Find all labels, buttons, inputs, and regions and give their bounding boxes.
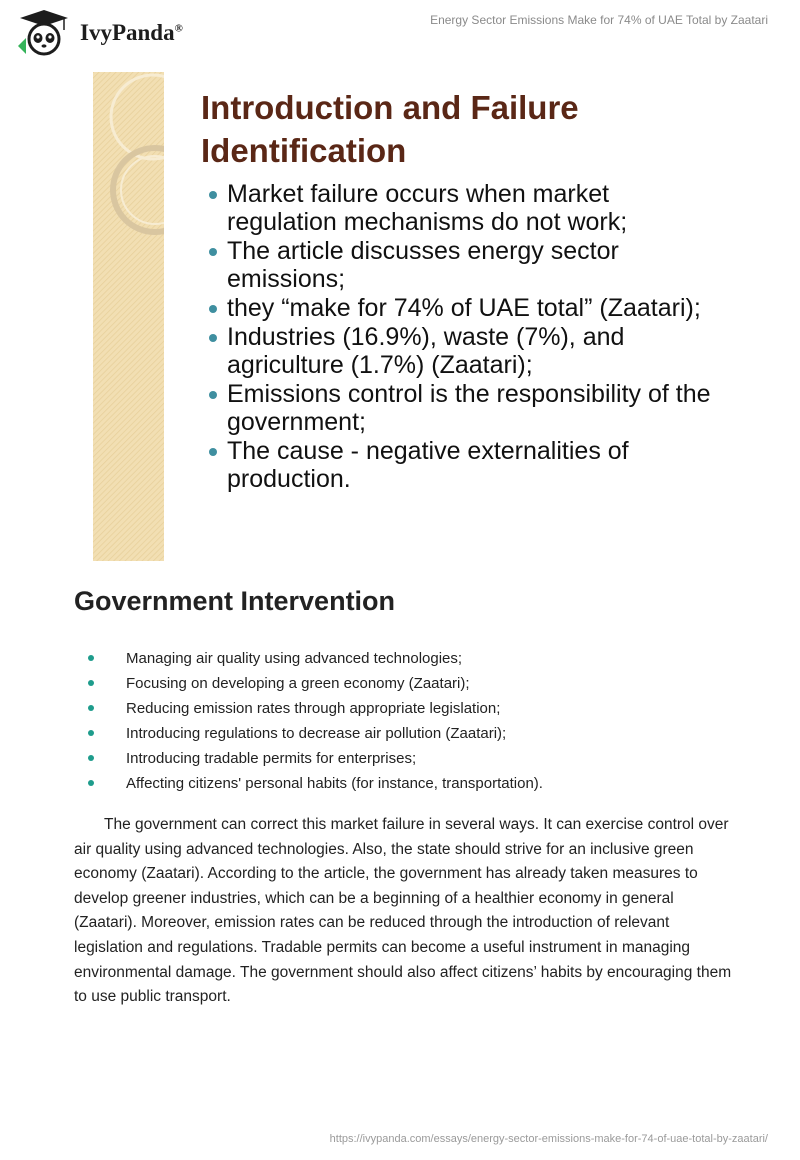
list-item-text: Introducing regulations to decrease air pollution (Zaatari);: [126, 725, 507, 742]
document-title: Energy Sector Emissions Make for 74% of UAE Total by Zaatari: [430, 13, 768, 27]
slide-image: [93, 72, 723, 561]
slide-bullet: [207, 237, 717, 293]
slide-bullet-text: Market failure occurs when market regulation mechanisms do not work;: [227, 180, 628, 236]
ivypanda-logo-icon[interactable]: [14, 8, 74, 58]
registered-mark: ®: [174, 22, 183, 35]
section-heading: Government Intervention: [74, 586, 396, 616]
bullet-dot-icon: [88, 655, 94, 661]
footer-url-link[interactable]: https://ivypanda.com/essays/energy-sector-emissions-make-for-74-of-uae-total-by-zaatari/: [329, 1133, 768, 1145]
bullet-dot-icon: [88, 730, 94, 736]
slide-bullet-list: [207, 180, 717, 494]
list-item: [74, 696, 754, 721]
bullet-dot-icon: [209, 391, 217, 399]
bullet-dot-icon: [88, 780, 94, 786]
bullet-dot-icon: [209, 448, 217, 456]
list-item: [74, 771, 754, 796]
brand-name[interactable]: [80, 20, 183, 46]
intervention-list: [74, 646, 754, 796]
bullet-dot-icon: [88, 705, 94, 711]
slide-bullet: [207, 323, 717, 379]
slide-bullet-text: Industries (16.9%), waste (7%), and agriculture (1.7%) (Zaatari);: [227, 323, 625, 379]
brand-name-text: IvyPanda: [80, 20, 175, 45]
bullet-dot-icon: [88, 680, 94, 686]
list-item-text: Affecting citizens' personal habits (for instance, transportation).: [126, 775, 543, 792]
slide-decorative-stripe: [93, 72, 164, 561]
slide-bullet-text: Emissions control is the responsibility of the government;: [227, 380, 711, 436]
body-paragraph: The government can correct this market failure in several ways. It can exercise control over air quality using advanced technologies. Also, the state should strive for an inclusive green economy (Zaatari). According to the article, the government has already taken measures to develop greener industries, which can be a beginning of a healthier economy in general (Zaatari). Moreover, emission rates can be reduced through the introduction of relevant legislation and regulations. Tradable permits can become a useful instrument in managing environmental damage. The government should also affect citizens’ habits by encouraging them to use public transport.: [74, 816, 732, 1006]
list-item: [74, 721, 754, 746]
slide-bullet-text: they “make for 74% of UAE total” (Zaatari);: [227, 294, 701, 322]
slide-bullet-text: The article discusses energy sector emissions;: [227, 237, 619, 293]
slide-bullet: [207, 380, 717, 436]
bullet-dot-icon: [209, 334, 217, 342]
bullet-dot-icon: [209, 191, 217, 199]
slide-bullet: [207, 180, 717, 236]
bullet-dot-icon: [88, 755, 94, 761]
slide-bullet-text: The cause - negative externalities of production.: [227, 437, 629, 493]
list-item-text: Managing air quality using advanced technologies;: [126, 650, 463, 667]
list-item: [74, 746, 754, 771]
bullet-dot-icon: [209, 305, 217, 313]
slide-bullet: [207, 294, 717, 322]
page-header: [0, 0, 800, 62]
list-item: [74, 646, 754, 671]
list-item: [74, 671, 754, 696]
bullet-dot-icon: [209, 248, 217, 256]
list-item-text: Focusing on developing a green economy (Zaatari);: [126, 675, 470, 692]
list-item-text: Introducing tradable permits for enterprises;: [126, 750, 417, 767]
list-item-text: Reducing emission rates through appropriate legislation;: [126, 700, 501, 717]
slide-bullet: [207, 437, 717, 493]
slide-title: Introduction and Failure Identification: [201, 89, 579, 169]
